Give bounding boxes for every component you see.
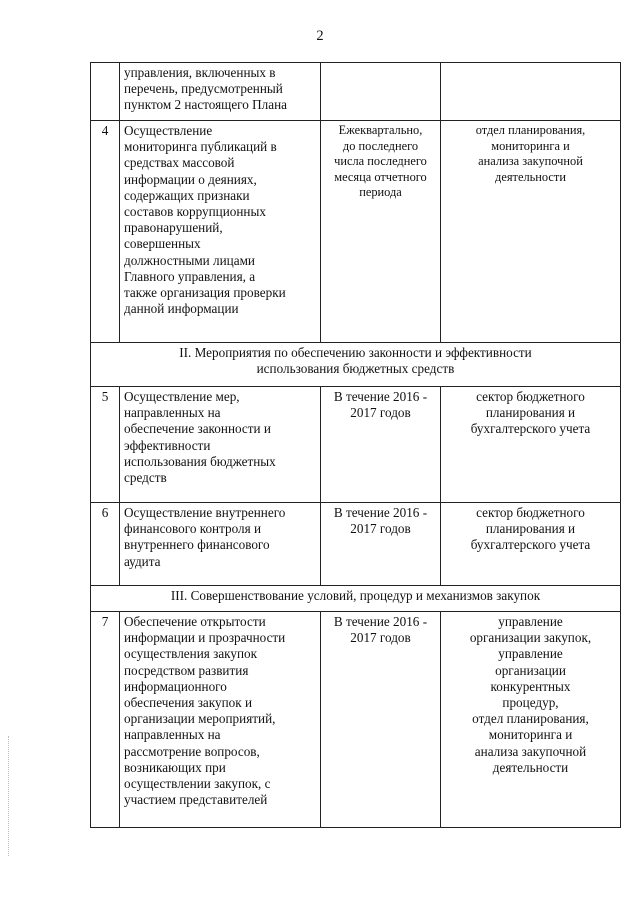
section-heading-row xyxy=(91,343,621,387)
cell-number: 5 xyxy=(91,387,120,503)
cell-measure: Осуществление мониторинга публикаций в средствах массовой информации о деяниях, содержащих признаки составов коррупционных правонарушений, совершенных должностными лицами Главного управления, а также организация проверки данной информации xyxy=(120,121,321,343)
cell-term xyxy=(321,63,441,121)
cell-measure: Осуществление внутреннего финансового контроля и внутреннего финансового аудита xyxy=(120,503,321,586)
section-heading: II. Мероприятия по обеспечению законности и эффективности использования бюджетных средств xyxy=(91,343,621,387)
cell-responsible: сектор бюджетного планирования и бухгалтерского учета xyxy=(441,387,621,503)
cell-number: 7 xyxy=(91,612,120,828)
page-number: 2 xyxy=(316,28,324,44)
scan-margin-mark xyxy=(8,736,10,856)
cell-measure: Обеспечение открытости информации и прозрачности осуществления закупок посредством развития информационного обеспечения закупок и организации мероприятий, направленных на рассмотрение вопросов, возникающих при осуществлении закупок, с участием представителей xyxy=(120,612,321,828)
cell-number: 4 xyxy=(91,121,120,343)
cell-responsible: управление организации закупок, управление организации конкурентных процедур, отдел планирования, мониторинга и анализа закупочной деятельности xyxy=(441,612,621,828)
table-row xyxy=(91,63,621,121)
cell-term: Ежеквартально, до последнего числа последнего месяца отчетного периода xyxy=(321,121,441,343)
table-row xyxy=(91,121,621,343)
table-row xyxy=(91,503,621,586)
cell-number: 6 xyxy=(91,503,120,586)
cell-responsible: отдел планирования, мониторинга и анализа закупочной деятельности xyxy=(441,121,621,343)
cell-measure: управления, включенных в перечень, предусмотренный пунктом 2 настоящего Плана xyxy=(120,63,321,121)
table-row xyxy=(91,612,621,828)
measures-table xyxy=(90,62,621,828)
cell-measure: Осуществление мер, направленных на обеспечение законности и эффективности использования бюджетных средств xyxy=(120,387,321,503)
cell-term: В течение 2016 - 2017 годов xyxy=(321,612,441,828)
section-heading: III. Совершенствование условий, процедур и механизмов закупок xyxy=(91,586,621,612)
cell-number xyxy=(91,63,120,121)
table-row xyxy=(91,387,621,503)
cell-responsible: сектор бюджетного планирования и бухгалтерского учета xyxy=(441,503,621,586)
cell-term: В течение 2016 - 2017 годов xyxy=(321,387,441,503)
cell-term: В течение 2016 - 2017 годов xyxy=(321,503,441,586)
cell-responsible xyxy=(441,63,621,121)
section-heading-row xyxy=(91,586,621,612)
